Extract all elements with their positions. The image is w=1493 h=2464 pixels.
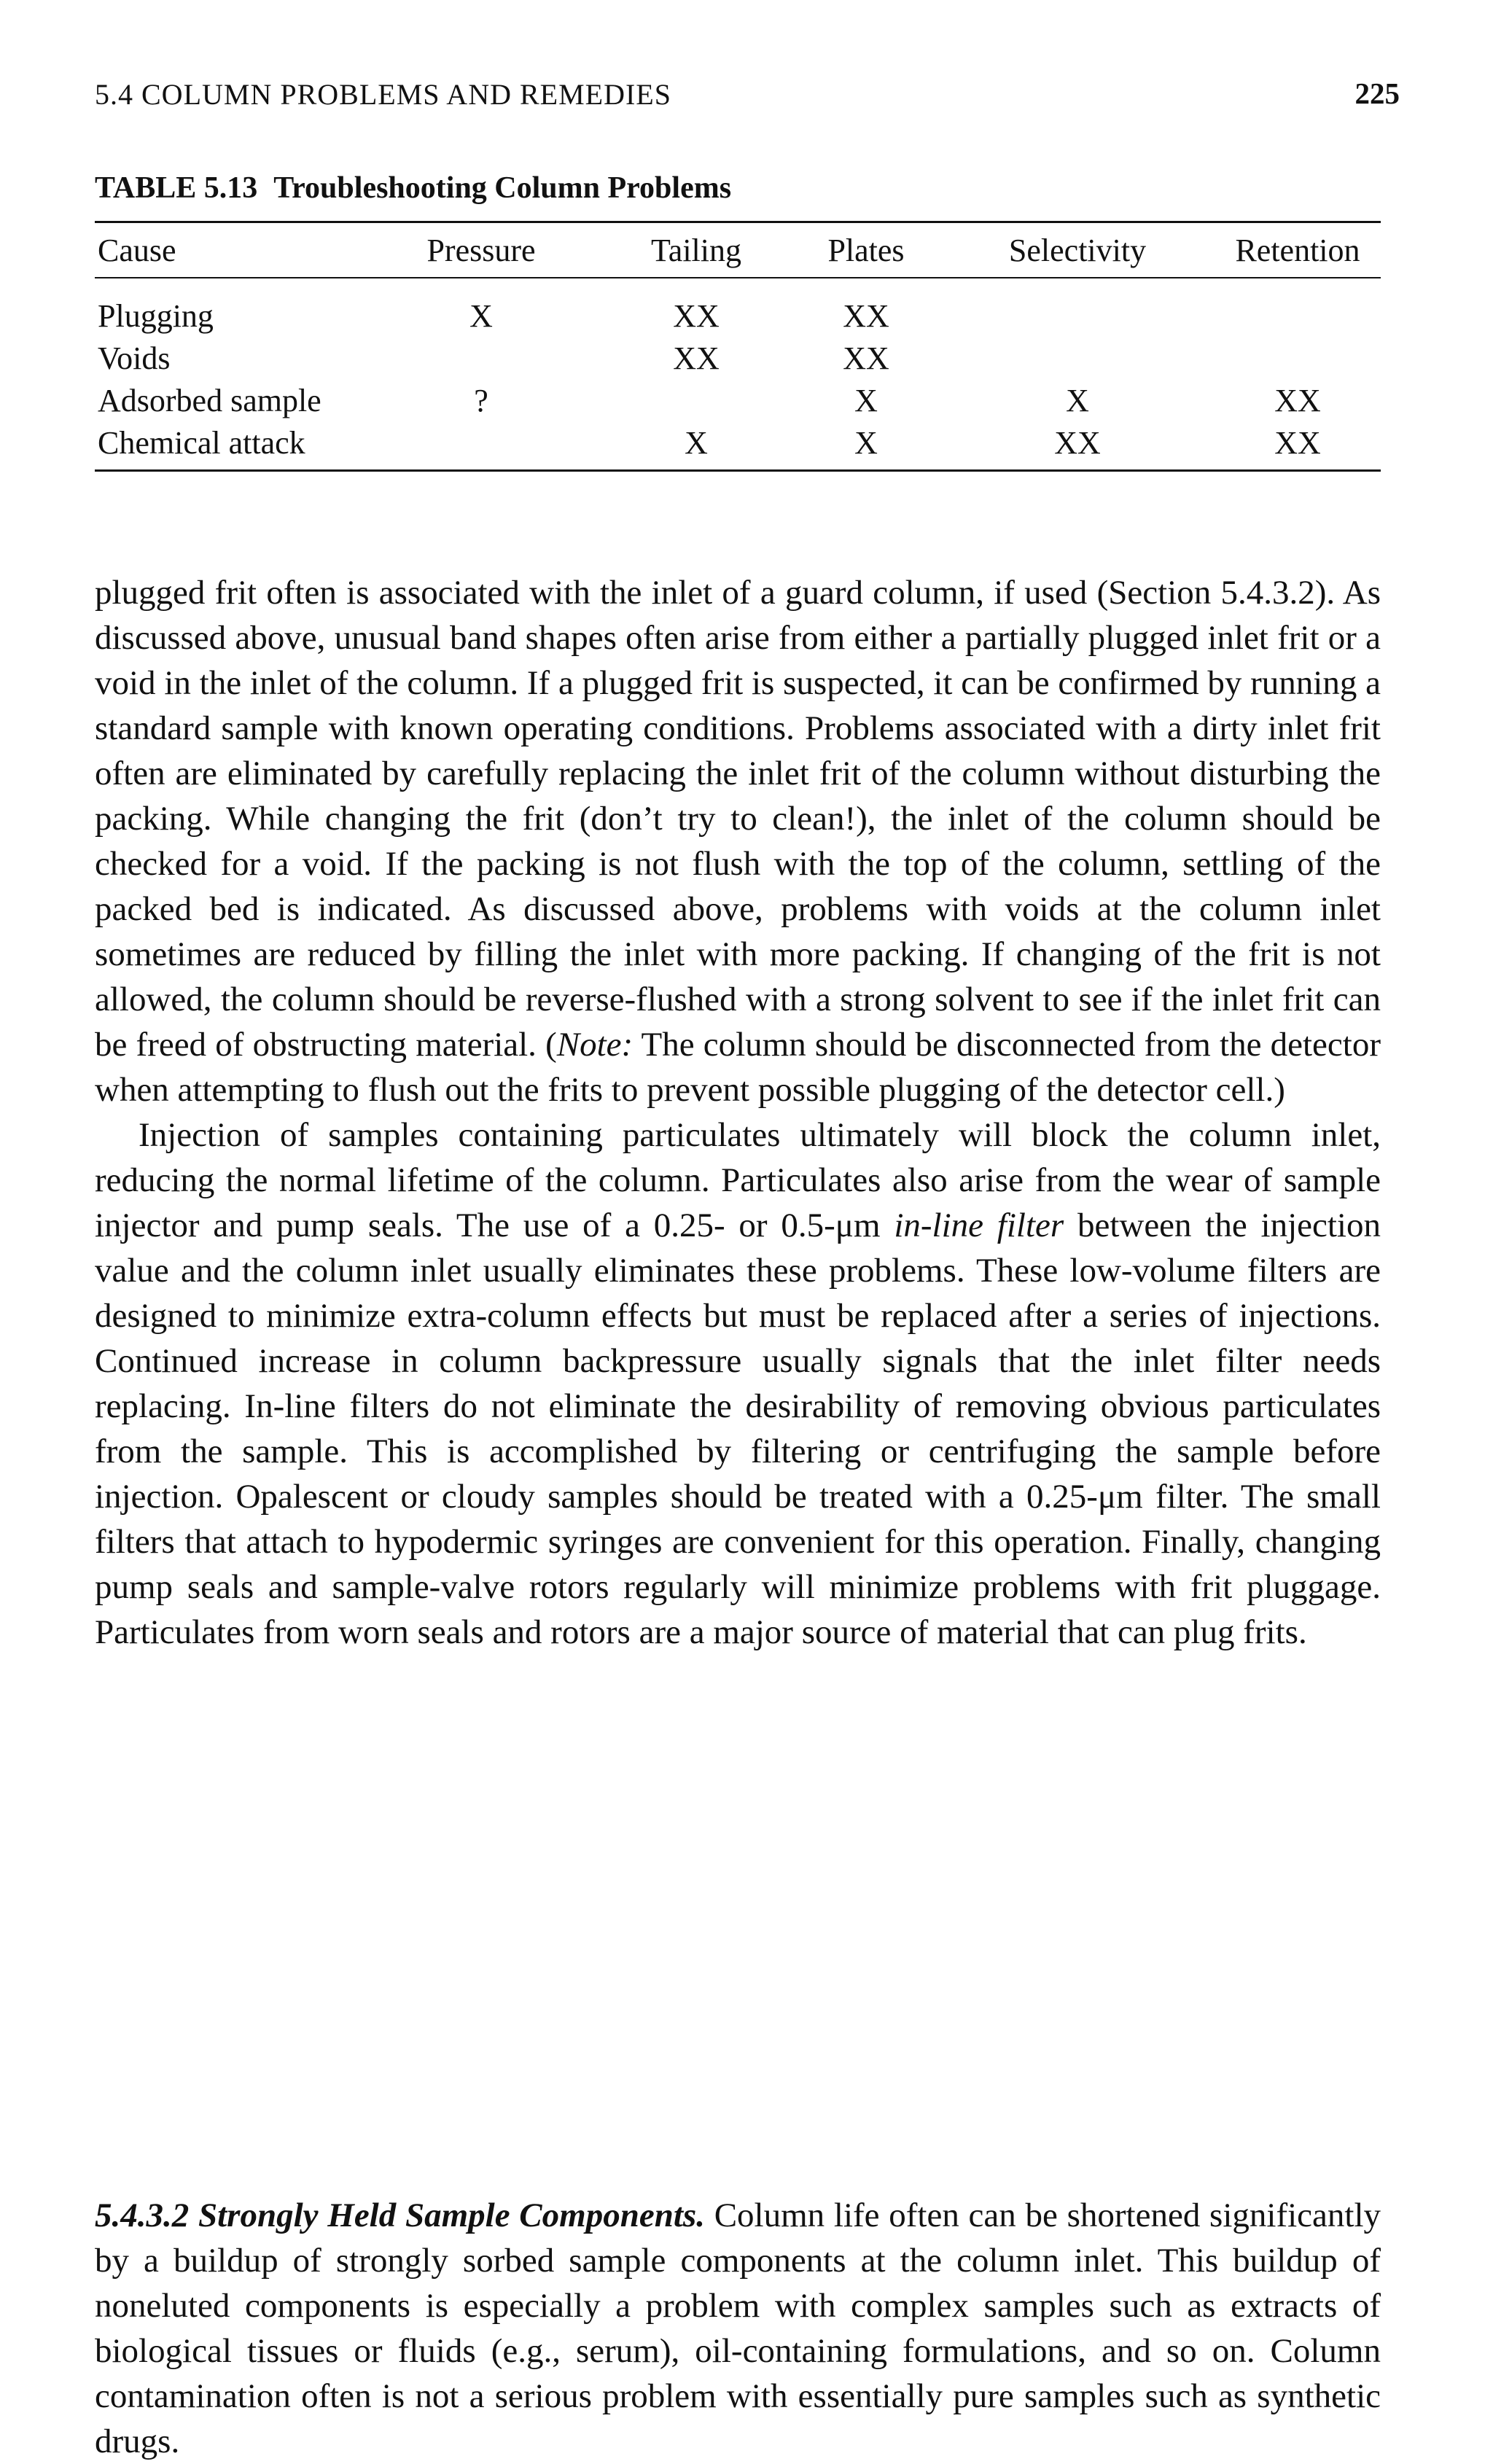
- paragraph-strongly-held: 5.4.3.2 Strongly Held Sample Components. Column life often can be shortened significantly by a buildup of strongly sorbed sample components at the column inlet. This buildup of noneluted components is especially a problem with complex samples such as extracts of biological tissues or fluids (e.g., serum), oil-containing formulations, and so on. Column contamination often is not a serious problem with essentially pure samples such as synthetic drugs.: [95, 2196, 1381, 2460]
- note-label: Note:: [556, 1026, 634, 1064]
- table-cell-cause: Adsorbed sample: [98, 383, 321, 418]
- section-5-4-3-2: [95, 2193, 1381, 2464]
- table-top-rule: [95, 221, 1381, 223]
- table-cell-cause: Voids: [98, 340, 171, 376]
- table-cell-cause: Plugging: [98, 298, 214, 334]
- body-text: [95, 570, 1381, 1655]
- paragraph-particulates: Injection of samples containing particulates ultimately will block the column inlet, reducing the normal lifetime of the column. Particulates also arise from the wear of sample injector and pump seals. The use of a 0.25- or 0.5-μm in-line filter between the injection value and the column inlet usually eliminates these problems. These low-volume filters are designed to minimize extra-column effects but must be replaced after a series of injections. Continued increase in column backpressure usually signals that the inlet filter needs replacing. In-line filters do not eliminate the desirability of removing obvious particulates from the sample. This is accomplished by filtering or centrifuging the sample before injection. Opalescent or cloudy samples should be treated with a 0.25-μm filter. The small filters that attach to hypodermic syringes are convenient for this operation. Finally, changing pump seals and sample-valve rotors regularly will minimize problems with frit pluggage. Particulates from worn seals and rotors are a major source of material that can plug frits.: [95, 1116, 1381, 1651]
- table-caption: [95, 171, 731, 206]
- book-page: 5.4 COLUMN PROBLEMS AND REMEDIES 225 TABLE 5.13 Troubleshooting Column Problems Cause Pressure Tailing Plates Selectivity Retention Plugging X XX XX Voids XX XX Adsorbed sample ? X X XX Chemical attack X X XX XX plugged frit often is associated with the inlet of a guard column, if used (Section 5.4.3.2). As discussed above, unusual band shapes often arise from either a partially plugged inlet frit or a void in the inlet of the column. If a plugged frit is suspected, it can be confirmed by running a standard sample with known operating conditions. Problems associated with a dirty inlet frit often are eliminated by carefully replacing the inlet frit of the column without disturbing the packing. While changing the frit (don’t try to clean!), the inlet of the column should be checked for a void. If the packing is not flush with the top of the column, settling of the packed bed is indicated. As discussed above, problems with voids at the column inlet sometimes are reduced by filling the inlet with more packing. If changing of the frit is not allowed, the column should be reverse-flushed with a strong solvent to see if the inlet frit can be freed of obstructing material. (Note: The column should be disconnected from the detector when attempting to flush out the frits to prevent possible plugging of the detector cell.) Injection of samples containing particulates ultimately will block the column inlet, reducing the normal lifetime of the column. Particulates also arise from the wear of sample injector and pump seals. The use of a 0.25- or 0.5-μm in-line filter between the injection value and the column inlet usually eliminates these problems. These low-volume filters are designed to minimize extra-column effects but must be replaced after a series of injections. Continued increase in column backpressure usually signals that the inlet filter needs replacing. In-line filters do not eliminate the desirability of removing obvious particulates from the sample. This is accomplished by filtering or centrifuging the sample before injection. Opalescent or cloudy samples should be treated with a 0.25-μm filter. The small filters that attach to hypodermic syringes are convenient for this operation. Finally, changing pump seals and sample-valve rotors regularly will minimize problems with frit pluggage. Particulates from worn seals and rotors are a major source of material that can plug frits. 5.4.3.2 Strongly Held Sample Components. Column life often can be shortened significantly by a buildup of strongly sorbed sample components at the column inlet. This buildup of noneluted components is especially a problem with complex samples such as extracts of biological tissues or fluids (e.g., serum), oil-containing formulations, and so on. Column contamination often is not a serious problem with essentially pure samples such as synthetic drugs.: [0, 0, 1493, 2356]
- column-header-cause: Cause: [98, 233, 176, 268]
- table-cell-cause: Chemical attack: [98, 425, 305, 461]
- paragraph-plugged-frit: plugged frit often is associated with the inlet of a guard column, if used (Section 5.4.3.2). As discussed above, unusual band shapes often arise from either a partially plugged inlet frit or a void in the inlet of the column. If a plugged frit is suspected, it can be confirmed by running a standard sample with known operating conditions. Problems associated with a dirty inlet frit often are eliminated by carefully replacing the inlet frit of the column without disturbing the packing. While changing the frit (don’t try to clean!), the inlet of the column should be checked for a void. If the packing is not flush with the top of the column, settling of the packed bed is indicated. As discussed above, problems with voids at the column inlet sometimes are reduced by filling the inlet with more packing. If changing of the frit is not allowed, the column should be reverse-flushed with a strong solvent to see if the inlet frit can be freed of obstructing material. (Note: The column should be disconnected from the detector when attempting to flush out the frits to prevent possible plugging of the detector cell.): [95, 574, 1381, 1109]
- table-label: TABLE 5.13: [95, 171, 258, 205]
- running-head: 5.4 COLUMN PROBLEMS AND REMEDIES: [95, 78, 671, 111]
- table-bottom-rule: [95, 469, 1381, 472]
- inline-filter-term: in-line filter: [894, 1206, 1064, 1244]
- section-heading: 5.4.3.2 Strongly Held Sample Components.: [95, 2196, 705, 2234]
- table-title: Troubleshooting Column Problems: [273, 171, 732, 205]
- page-number: 225: [1354, 77, 1400, 110]
- table-header-rule: [95, 277, 1381, 278]
